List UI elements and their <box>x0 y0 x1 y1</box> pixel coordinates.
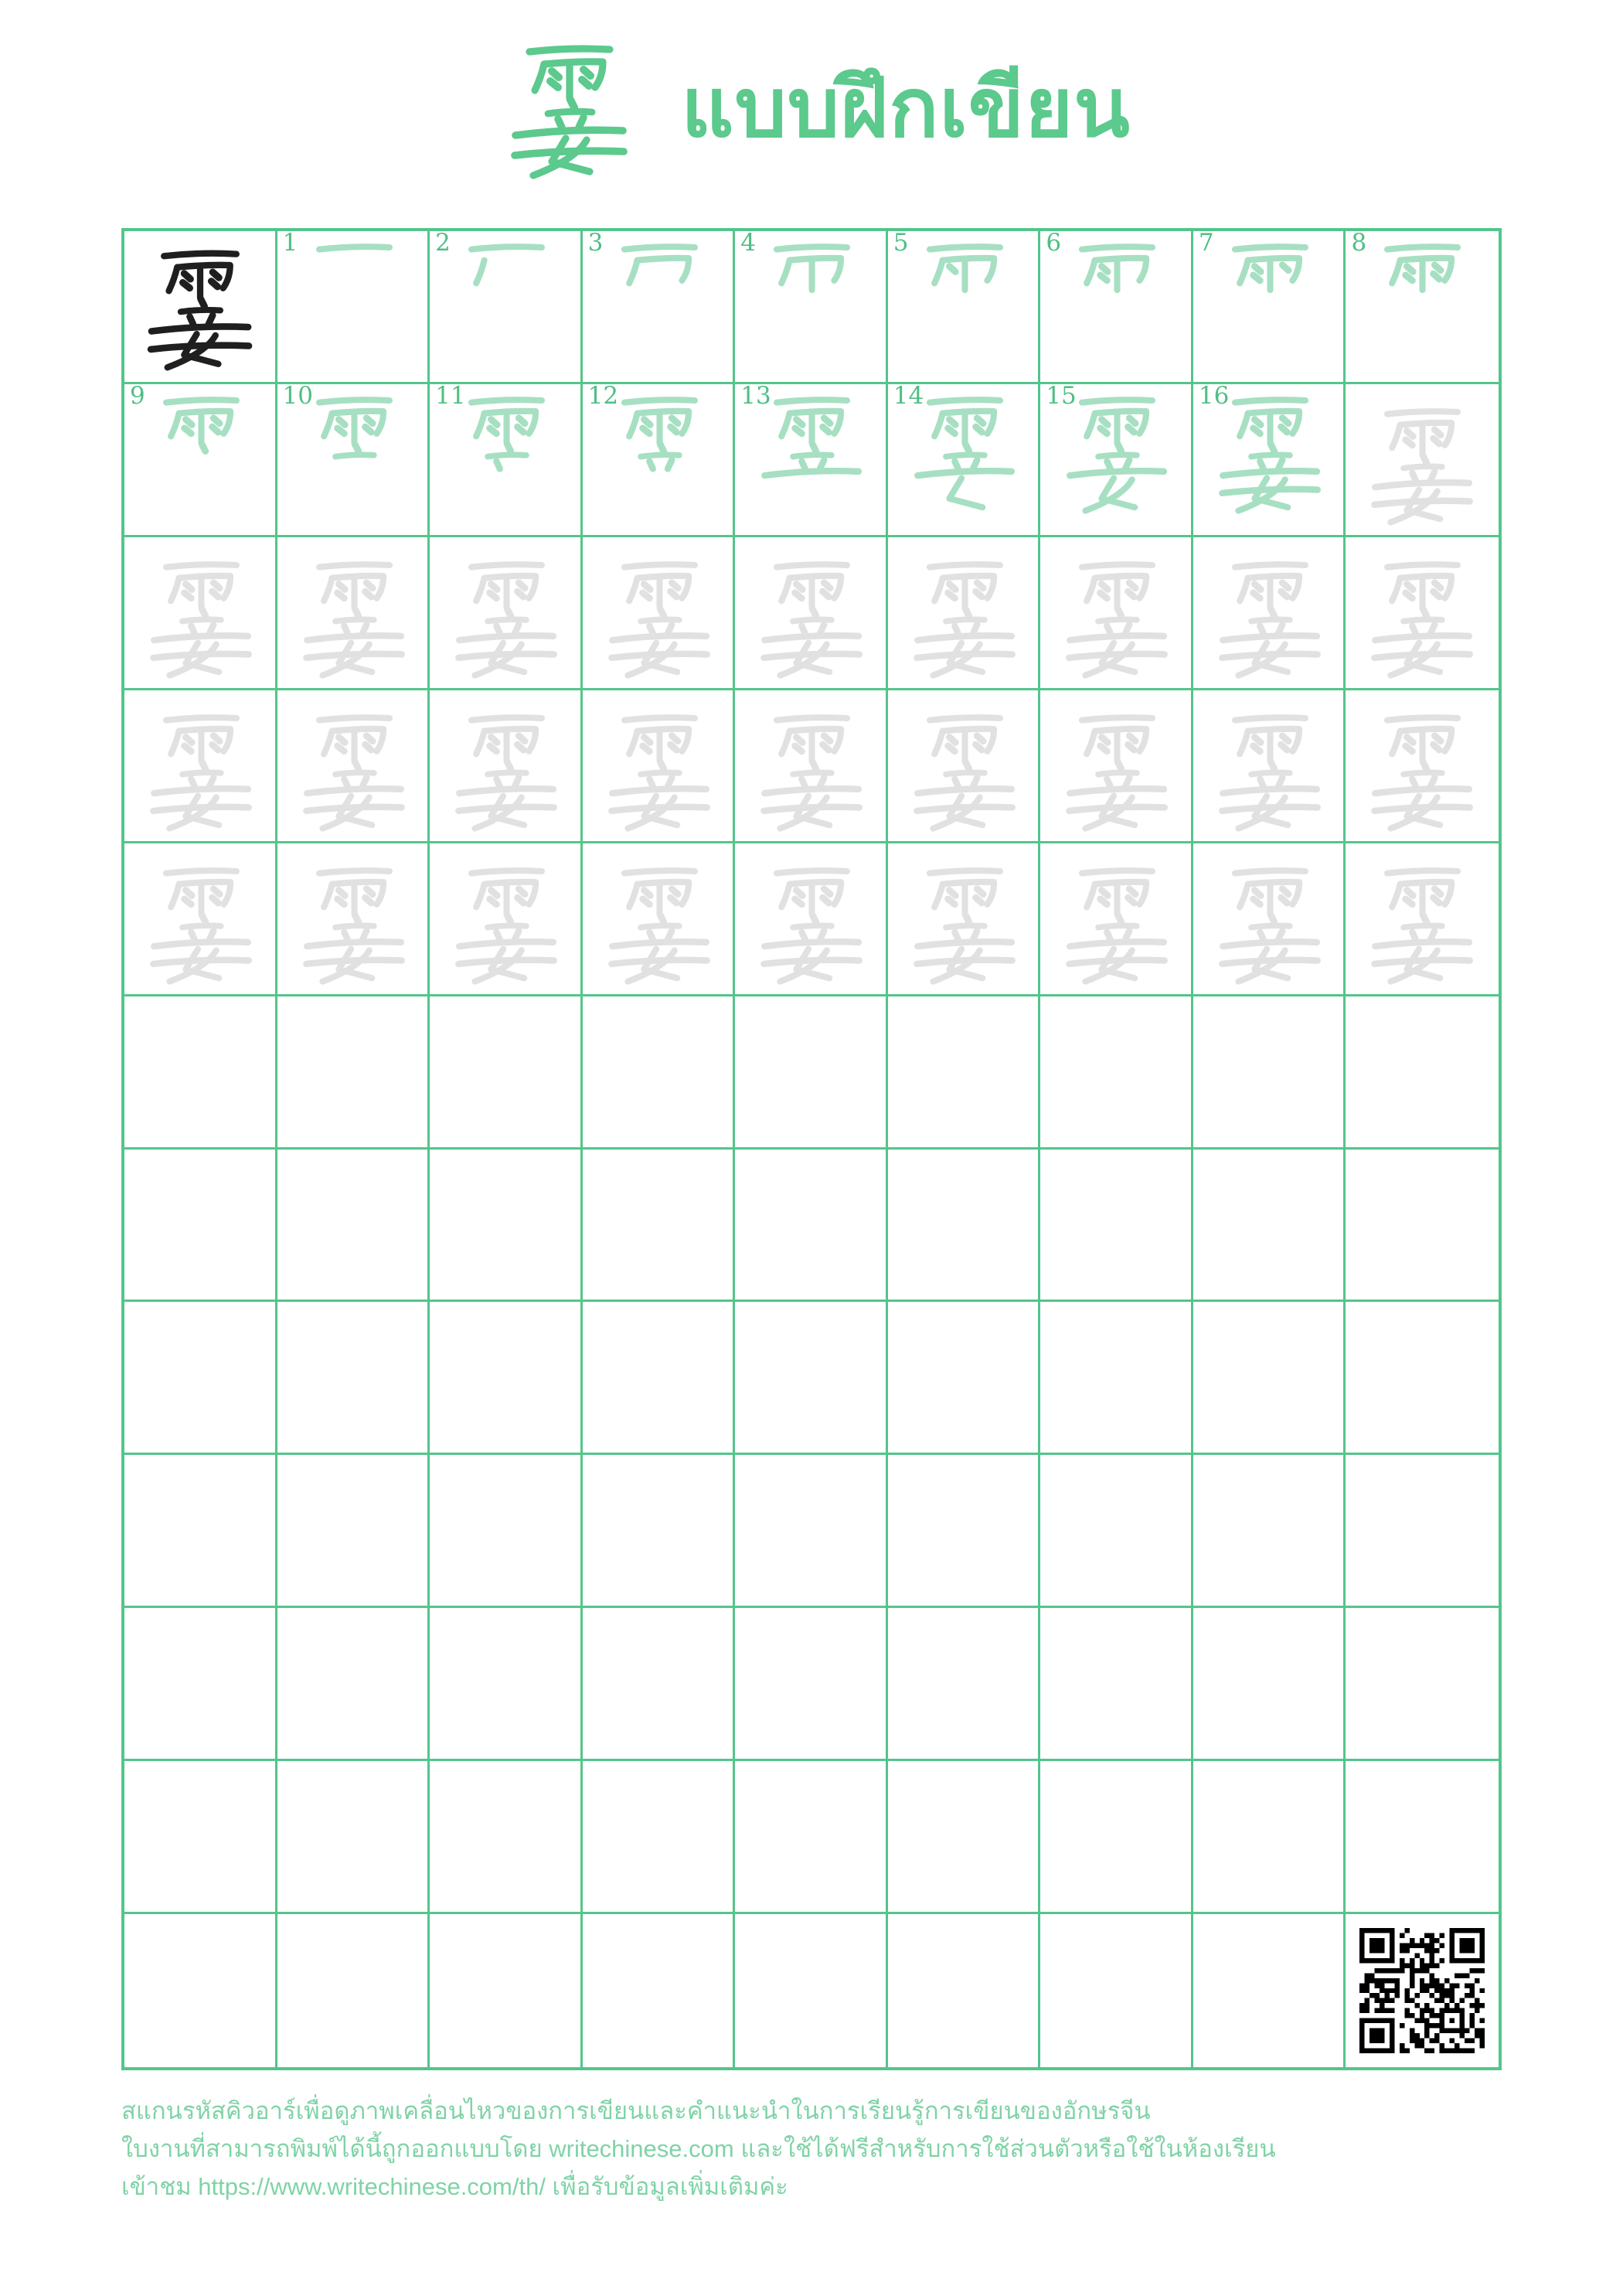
trace-character-glyph <box>287 549 422 684</box>
practice-cell-empty <box>430 1150 583 1303</box>
practice-cell-empty <box>124 1914 277 2067</box>
trace-character-glyph <box>592 855 727 990</box>
stroke-step-cell <box>1193 381 1346 537</box>
practice-cell-empty <box>1040 1302 1193 1455</box>
practice-cell-empty <box>1040 1914 1193 2067</box>
practice-cell-empty <box>583 1455 736 1608</box>
qr-code <box>1359 1928 1485 2053</box>
practice-cell-empty <box>1193 996 1346 1150</box>
stroke-number: 10 <box>282 381 313 410</box>
stroke-step-cell <box>735 381 888 537</box>
practice-grid <box>121 228 1502 2070</box>
practice-cell-empty <box>1040 996 1193 1150</box>
practice-cell-empty <box>124 1302 277 1455</box>
practice-cell-empty <box>277 996 430 1150</box>
trace-character-glyph <box>287 855 422 990</box>
practice-cell-empty <box>277 1455 430 1608</box>
practice-cell-empty <box>124 1761 277 1914</box>
stroke-step-glyph <box>439 231 574 366</box>
trace-character-cell <box>1346 843 1499 996</box>
stroke-number: 11 <box>435 381 466 410</box>
practice-cell-empty <box>430 1914 583 2067</box>
practice-cell-empty <box>1193 1302 1346 1455</box>
trace-character-glyph <box>1355 702 1490 837</box>
trace-character-cell <box>1346 537 1499 690</box>
practice-cell-empty <box>430 1302 583 1455</box>
trace-character-glyph <box>439 855 574 990</box>
trace-character-glyph <box>287 702 422 837</box>
practice-cell-empty <box>888 1302 1041 1455</box>
stroke-number: 16 <box>1198 381 1230 410</box>
practice-cell-empty <box>735 1455 888 1608</box>
trace-character-cell <box>124 537 277 690</box>
trace-character-glyph <box>592 549 727 684</box>
trace-character-cell <box>735 690 888 843</box>
trace-character-cell <box>430 537 583 690</box>
trace-character-glyph <box>897 702 1033 837</box>
stroke-number: 3 <box>587 229 604 257</box>
practice-cell-empty <box>430 1608 583 1761</box>
trace-character-cell <box>277 537 430 690</box>
qr-cell <box>1346 1914 1499 2067</box>
trace-character-cell <box>124 690 277 843</box>
practice-cell-empty <box>583 1914 736 2067</box>
footer-line-1: สแกนรหัสคิวอาร์เพื่อดูภาพเคลื่อนไหวของการเขียนและคำแนะนำในการเรียนรู้การเขียนของอักษรจีน <box>121 2097 1151 2124</box>
trace-character-glyph <box>744 702 880 837</box>
practice-cell-empty <box>1193 1608 1346 1761</box>
practice-cell-empty <box>430 1761 583 1914</box>
stroke-number: 15 <box>1046 381 1077 410</box>
footer-line-2: ใบงานที่สามารถพิมพ์ได้นี้ถูกออกแบบโดย writechinese.com และใช้ได้ฟรีสำหรับการใช้ส่วนตัวหรือใช้ในห้องเรียน <box>121 2135 1276 2162</box>
trace-character-glyph <box>592 702 727 837</box>
stroke-number: 8 <box>1351 229 1367 257</box>
practice-cell-empty <box>735 1608 888 1761</box>
trace-character-cell <box>583 843 736 996</box>
trace-character-glyph <box>1050 855 1185 990</box>
practice-cell-empty <box>583 996 736 1150</box>
practice-cell-empty <box>1040 1150 1193 1303</box>
trace-character-cell <box>583 537 736 690</box>
trace-character-glyph <box>1203 702 1338 837</box>
stroke-step-glyph <box>897 231 1033 366</box>
stroke-step-cell <box>277 231 430 384</box>
stroke-step-glyph <box>1355 231 1490 366</box>
stroke-step-cell <box>1040 231 1193 384</box>
stroke-number: 13 <box>740 381 771 410</box>
footer-line-3: เข้าชม https://www.writechinese.com/th/ เพื่อรับข้อมูลเพิ่มเติมค่ะ <box>121 2173 788 2200</box>
stroke-number: 4 <box>740 229 756 257</box>
trace-character-glyph <box>744 855 880 990</box>
practice-cell-empty <box>735 996 888 1150</box>
stroke-step-cell <box>1040 381 1193 537</box>
practice-cell-empty <box>277 1914 430 2067</box>
stroke-step-cell <box>1346 231 1499 384</box>
trace-character-glyph <box>1050 702 1185 837</box>
stroke-step-glyph <box>1050 231 1185 366</box>
stroke-step-glyph <box>287 231 422 366</box>
stroke-step-glyph <box>1203 231 1338 366</box>
practice-cell-empty <box>124 1608 277 1761</box>
stroke-step-cell <box>124 381 277 537</box>
trace-character-glyph <box>1203 549 1338 684</box>
stroke-step-cell <box>277 381 430 537</box>
stroke-step-glyph <box>134 384 269 519</box>
trace-character-glyph <box>897 855 1033 990</box>
practice-cell-empty <box>735 1914 888 2067</box>
trace-character-cell <box>735 843 888 996</box>
stroke-step-cell <box>735 231 888 384</box>
practice-cell-empty <box>1040 1761 1193 1914</box>
practice-cell-empty <box>735 1150 888 1303</box>
practice-cell-empty <box>888 1150 1041 1303</box>
practice-cell-empty <box>583 1761 736 1914</box>
trace-character-glyph <box>744 549 880 684</box>
trace-character-glyph <box>1355 549 1490 684</box>
trace-character-cell <box>1040 843 1193 996</box>
title-character-glyph <box>492 31 647 186</box>
trace-character-cell <box>735 537 888 690</box>
practice-cell-empty <box>1193 1914 1346 2067</box>
practice-cell-empty <box>583 1608 736 1761</box>
practice-cell-empty <box>277 1608 430 1761</box>
stroke-number: 1 <box>282 229 298 257</box>
trace-character-glyph <box>134 855 269 990</box>
practice-cell-empty <box>430 1455 583 1608</box>
stroke-number: 5 <box>893 229 909 257</box>
practice-cell-empty <box>735 1761 888 1914</box>
trace-character-glyph <box>1203 855 1338 990</box>
practice-cell-empty <box>735 1302 888 1455</box>
stroke-number: 6 <box>1046 229 1062 257</box>
practice-cell-empty <box>888 1914 1041 2067</box>
practice-cell-empty <box>1346 1608 1499 1761</box>
practice-cell-empty <box>583 1150 736 1303</box>
practice-cell-empty <box>888 1761 1041 1914</box>
trace-character-cell <box>124 843 277 996</box>
trace-character-glyph <box>1050 549 1185 684</box>
trace-character-cell <box>430 843 583 996</box>
trace-character-glyph <box>1355 855 1490 990</box>
trace-character-cell <box>1346 690 1499 843</box>
practice-cell-empty <box>1040 1608 1193 1761</box>
practice-cell-empty <box>1346 1302 1499 1455</box>
trace-character-glyph <box>439 549 574 684</box>
trace-character-cell <box>888 537 1041 690</box>
practice-cell-empty <box>124 996 277 1150</box>
trace-character-cell <box>888 690 1041 843</box>
practice-cell-empty <box>1346 1761 1499 1914</box>
example-character-glyph <box>131 237 270 376</box>
page-title-text: แบบฝึกเขียน <box>681 63 1131 154</box>
trace-character-glyph <box>134 549 269 684</box>
trace-character-glyph <box>439 702 574 837</box>
trace-character-glyph <box>897 549 1033 684</box>
stroke-step-glyph <box>592 231 727 366</box>
stroke-number: 9 <box>130 381 145 410</box>
example-character-cell <box>124 231 277 384</box>
trace-character-cell <box>1040 537 1193 690</box>
practice-cell-empty <box>888 996 1041 1150</box>
practice-cell-empty <box>430 996 583 1150</box>
stroke-step-cell <box>430 231 583 384</box>
practice-cell-empty <box>277 1302 430 1455</box>
stroke-step-cell <box>430 381 583 537</box>
trace-character-cell <box>430 690 583 843</box>
practice-cell-empty <box>1193 1761 1346 1914</box>
stroke-number: 7 <box>1198 229 1214 257</box>
trace-character-glyph <box>134 702 269 837</box>
practice-cell-empty <box>277 1150 430 1303</box>
trace-character-cell <box>1040 690 1193 843</box>
trace-character-cell <box>583 690 736 843</box>
stroke-step-cell <box>583 381 736 537</box>
practice-cell-empty <box>277 1761 430 1914</box>
trace-character-glyph <box>1355 396 1490 531</box>
stroke-step-cell <box>583 231 736 384</box>
trace-character-cell <box>277 690 430 843</box>
trace-character-cell <box>1193 843 1346 996</box>
stroke-step-glyph <box>744 231 880 366</box>
practice-cell-empty <box>583 1302 736 1455</box>
footer <box>121 2092 1512 2206</box>
stroke-step-cell <box>1193 231 1346 384</box>
trace-character-cell <box>1346 384 1499 537</box>
practice-cell-empty <box>124 1455 277 1608</box>
practice-cell-empty <box>1193 1455 1346 1608</box>
practice-cell-empty <box>1193 1150 1346 1303</box>
practice-cell-empty <box>888 1608 1041 1761</box>
stroke-number: 12 <box>587 381 619 410</box>
practice-cell-empty <box>124 1150 277 1303</box>
practice-cell-empty <box>888 1455 1041 1608</box>
stroke-number: 14 <box>893 381 924 410</box>
practice-cell-empty <box>1346 1455 1499 1608</box>
practice-cell-empty <box>1040 1455 1193 1608</box>
stroke-step-cell <box>888 381 1041 537</box>
page-title <box>0 23 1623 193</box>
stroke-step-cell <box>888 231 1041 384</box>
practice-cell-empty <box>1346 1150 1499 1303</box>
practice-cell-empty <box>1346 996 1499 1150</box>
stroke-number: 2 <box>435 229 451 257</box>
trace-character-cell <box>1193 690 1346 843</box>
trace-character-cell <box>1193 537 1346 690</box>
trace-character-cell <box>277 843 430 996</box>
trace-character-cell <box>888 843 1041 996</box>
